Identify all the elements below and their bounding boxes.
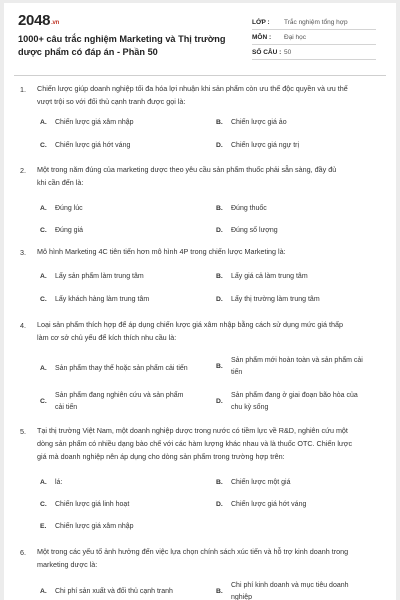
question-text-line: vượt trội so với đối thủ cạnh tranh được gọi là:: [37, 96, 186, 106]
question-text: [37, 164, 377, 190]
option-text-line: chu kỳ sống: [231, 403, 269, 411]
option-letter: B.: [216, 273, 223, 280]
logo-suffix: .vn: [51, 20, 59, 26]
option-letter: D.: [216, 398, 223, 405]
option-letter: D.: [216, 296, 223, 303]
question-text: [37, 546, 377, 572]
option-text: [231, 477, 290, 489]
meta-key: MÔN :: [252, 33, 272, 41]
option-letter: D.: [216, 142, 223, 149]
option-text-line: Đúng số lượng: [231, 227, 278, 234]
option-text-line: Chiến lược giá ngự trị: [231, 142, 300, 149]
option-letter: A.: [40, 273, 47, 280]
option-text: [55, 203, 83, 215]
option-text-line: Đúng lúc: [55, 205, 83, 212]
option-text: [231, 225, 278, 237]
option-text: [55, 390, 193, 413]
question-text-line: Chiến lược giúp doanh nghiệp tối đa hóa lợi nhuận khi sản phẩm còn ưu thế độc quyền và ưu thế: [37, 84, 348, 93]
option-text-line: Lấy thị trường làm trung tâm: [231, 296, 320, 303]
option-letter: B.: [216, 119, 223, 126]
meta-row: [252, 45, 376, 60]
question-number: 4.: [20, 321, 26, 330]
option-text-line: Lấy giá cả làm trung tâm: [231, 273, 308, 280]
option-letter: A.: [40, 365, 47, 372]
meta-row: [252, 30, 376, 45]
question-text-line: Một trong năm đúng của marketing dược theo yêu cầu sản phẩm thuốc phải sẵn sàng, đầy đủ: [37, 165, 337, 174]
header-divider: [14, 75, 386, 76]
question-text-line: Một trong các yếu tố ảnh hưởng đến việc lựa chọn chính sách xúc tiến và hỗ trợ kinh doanh trong: [37, 547, 349, 556]
document-header: [4, 3, 396, 65]
option-letter: A.: [40, 479, 47, 486]
option-text: [55, 521, 134, 533]
question-text: [37, 83, 377, 109]
option-text: [55, 225, 83, 237]
option-text: [231, 355, 369, 378]
question-text-line: giá mà doanh nghiệp nên áp dụng cho dòng sản phẩm trong trường hợp trên:: [37, 451, 285, 461]
question-text-line: làm cơ sở chủ yếu để kích thích nhu cầu là:: [37, 332, 177, 342]
option-letter: C.: [40, 227, 47, 234]
question-number: 3.: [20, 248, 26, 257]
question-text-line: dòng sản phẩm có nhiều dạng bào chế với các hàm lượng khác nhau và là thuốc OTC. Chiến lược: [37, 438, 353, 448]
option-text: [55, 271, 144, 283]
question-number: 5.: [20, 427, 26, 436]
meta-value: Trắc nghiệm tổng hợp: [284, 18, 348, 26]
option-text: [55, 477, 62, 489]
option-letter: B.: [216, 205, 223, 212]
option-text: [231, 390, 369, 413]
question-text: [37, 319, 377, 345]
option-text: [231, 271, 308, 283]
option-letter: C.: [40, 142, 47, 149]
meta-row: [252, 15, 376, 30]
site-logo[interactable]: [18, 12, 59, 29]
option-text-line: Đúng giá: [55, 227, 84, 234]
meta-value: Đại học: [284, 33, 307, 41]
option-letter: B.: [216, 588, 223, 595]
option-text-line: Chiến lược một giá: [231, 479, 291, 486]
question-number: 6.: [20, 548, 26, 557]
question-text-line: Loại sản phẩm thích hợp để áp dụng chiến lược giá xâm nhập bằng cách sử dụng mức giá thấp: [37, 320, 343, 329]
option-letter: B.: [216, 479, 223, 486]
option-text-line: Chiến lược giá hớt váng: [55, 142, 131, 149]
option-text-line: Đúng thuốc: [231, 205, 267, 212]
option-text-line: tiến: [231, 368, 243, 376]
option-letter: C.: [40, 398, 47, 405]
meta-value: 50: [284, 48, 292, 56]
option-text-line: Lấy sản phẩm làm trung tâm: [55, 273, 144, 280]
option-text-line: Chiến lược giá linh hoạt: [55, 501, 130, 508]
option-text: [231, 117, 287, 129]
option-letter: A.: [40, 205, 47, 212]
option-text: [231, 580, 369, 600]
option-text: [55, 363, 188, 375]
option-text-line: Chi phí kinh doanh và mục tiêu doanh: [231, 582, 349, 589]
option-letter: C.: [40, 501, 47, 508]
option-text: [55, 117, 134, 129]
option-text-line: Sản phẩm đang ở giai đoạn bão hòa của: [231, 392, 358, 399]
meta-key: LỚP :: [252, 18, 270, 26]
option-text-line: Chi phí sản xuất và đối thủ cạnh tranh: [55, 588, 173, 595]
option-text: [55, 499, 129, 511]
option-text: [231, 294, 320, 306]
option-letter: E.: [40, 523, 47, 530]
option-letter: D.: [216, 227, 223, 234]
question-text-line: Tại thị trường Việt Nam, một doanh nghiệp dược trong nước có tiềm lực về R&D, nghiên cứu một: [37, 426, 348, 435]
option-letter: B.: [216, 363, 223, 370]
option-text: [55, 140, 130, 152]
meta-key: SỐ CÂU :: [252, 48, 282, 56]
question-number: 2.: [20, 166, 26, 175]
question-text-line: marketing dược là:: [37, 559, 98, 569]
option-letter: A.: [40, 588, 47, 595]
option-text-line: Chiến lược giá hớt váng: [231, 501, 307, 508]
option-text: [55, 294, 149, 306]
question-number: 1.: [20, 85, 26, 94]
question-text: [37, 246, 377, 259]
option-text-line: cải tiến: [55, 403, 78, 411]
question-text-line: khi cần đến là:: [37, 177, 84, 187]
meta-table: [252, 15, 376, 60]
option-text-line: Sản phẩm mới hoàn toàn và sản phẩm cải: [231, 357, 363, 364]
option-text-line: Sản phẩm đang nghiên cứu và sản phẩm: [55, 392, 184, 399]
option-letter: C.: [40, 296, 47, 303]
option-text-line: Chiến lược giá xâm nhập: [55, 119, 134, 126]
option-text-line: Chiến lược giá ảo: [231, 119, 287, 126]
option-text: [231, 140, 299, 152]
document-title: 1000+ câu trắc nghiệm Marketing và Thị trường dược phẩm có đáp án - Phần 50: [18, 34, 226, 57]
option-letter: D.: [216, 501, 223, 508]
option-text: [231, 203, 267, 215]
document-page: [4, 3, 396, 600]
option-text: [55, 586, 173, 598]
option-text: [231, 499, 306, 511]
option-text-line: nghiệp: [231, 593, 253, 600]
logo-text: 2048: [18, 12, 51, 29]
option-text-line: Lấy khách hàng làm trung tâm: [55, 296, 150, 303]
question-text: [37, 425, 377, 463]
option-text-line: lá:: [55, 479, 63, 486]
question-text-line: Mô hình Marketing 4C tiên tiến hơn mô hình 4P trong chiến lược Marketing là:: [37, 247, 286, 256]
option-text-line: Sản phẩm thay thế hoặc sản phẩm cải tiến: [55, 365, 188, 372]
option-letter: A.: [40, 119, 47, 126]
option-text-line: Chiến lược giá xâm nhập: [55, 523, 134, 530]
